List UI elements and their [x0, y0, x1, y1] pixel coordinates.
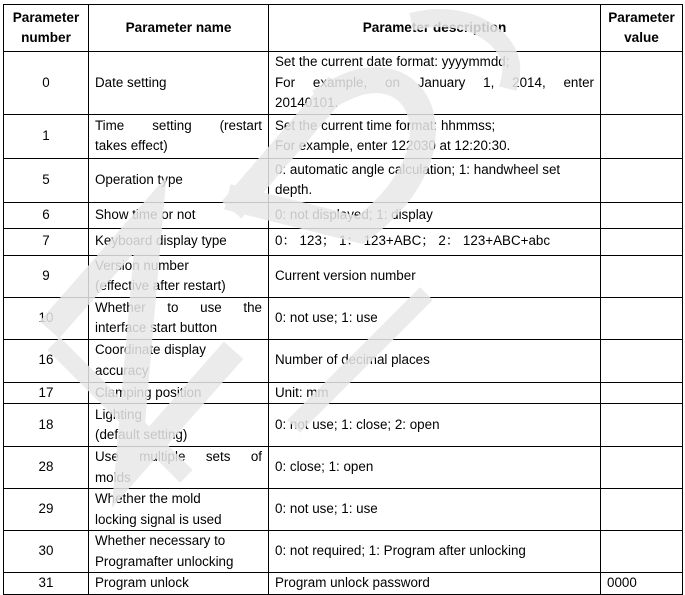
header-parameter-name: Parameter name [89, 5, 269, 52]
name-line: Use multiple sets of [95, 449, 262, 464]
parameter-value[interactable] [601, 297, 683, 339]
parameter-name [89, 339, 269, 382]
parameter-number: 30 [4, 531, 89, 573]
name-line: Whether the mold [95, 491, 201, 506]
table-row [4, 228, 683, 255]
table-row [4, 297, 683, 339]
table-row [4, 255, 683, 297]
parameter-name: Clamping position [89, 382, 269, 404]
parameter-number: 1 [4, 114, 89, 158]
parameter-number: 31 [4, 573, 89, 595]
parameter-description: 0： 123； 1： 123+ABC； 2： 123+ABC+abc [269, 228, 601, 255]
parameter-value[interactable] [601, 339, 683, 382]
header-row [4, 5, 683, 52]
parameter-description: 0: not use; 1: close; 2: open [269, 404, 601, 447]
table-row [4, 447, 683, 489]
description-line: For example, enter 122030 at 12:20:30. [275, 138, 511, 153]
parameter-name [89, 297, 269, 339]
parameter-value[interactable] [601, 531, 683, 573]
name-line: interface start button [95, 320, 218, 335]
parameter-description [269, 114, 601, 158]
parameter-value[interactable] [601, 228, 683, 255]
parameter-name [89, 531, 269, 573]
parameter-name: Program unlock [89, 573, 269, 595]
description-line: Set the current date format: yyyymmdd; [275, 54, 510, 69]
parameter-name: Operation type [89, 158, 269, 202]
parameter-number: 0 [4, 52, 89, 115]
parameter-number: 18 [4, 404, 89, 447]
description-line: 0: automatic angle calculation; 1: handwheel set [275, 161, 561, 177]
parameter-description [269, 52, 601, 115]
parameter-number: 28 [4, 447, 89, 489]
parameter-name [89, 404, 269, 447]
parameter-number: 5 [4, 158, 89, 202]
parameter-value[interactable] [601, 158, 683, 202]
parameter-value[interactable] [601, 202, 683, 228]
parameter-description: Unit: mm [269, 382, 601, 404]
table-row [4, 202, 683, 228]
parameter-value[interactable] [601, 255, 683, 297]
parameter-description: 0: not required; 1: Program after unlocking [269, 531, 601, 573]
parameter-number: 9 [4, 255, 89, 297]
header-value-line2: value [624, 30, 659, 45]
header-number-line2: number [21, 30, 71, 45]
name-line: Lighting [95, 406, 142, 422]
parameter-value[interactable] [601, 52, 683, 115]
parameter-description: Current version number [269, 255, 601, 297]
parameter-description: Program unlock password [269, 573, 601, 595]
table-row [4, 489, 683, 531]
parameter-description: 0: close; 1: open [269, 447, 601, 489]
parameter-name [89, 489, 269, 531]
name-line: takes effect) [95, 138, 168, 153]
parameter-description: 0: not use; 1: use [269, 297, 601, 339]
name-line: accuracy [95, 362, 149, 378]
table-row [4, 158, 683, 202]
header-parameter-value [601, 5, 683, 52]
parameter-number: 16 [4, 339, 89, 382]
parameter-value[interactable] [601, 382, 683, 404]
parameter-number: 6 [4, 202, 89, 228]
parameter-value[interactable] [601, 404, 683, 447]
description-line: 20140101. [275, 95, 339, 110]
header-value-line1: Parameter [608, 10, 675, 25]
parameter-name: Date setting [89, 52, 269, 115]
parameter-table [3, 4, 683, 595]
parameter-name: Keyboard display type [89, 228, 269, 255]
parameter-description: 0: not use; 1: use [269, 489, 601, 531]
table-row [4, 382, 683, 404]
name-line: (effective after restart) [95, 278, 226, 293]
description-line: Set the current time format: hhmmss; [275, 117, 496, 133]
parameter-number: 7 [4, 228, 89, 255]
parameter-number: 29 [4, 489, 89, 531]
name-line: Version number [95, 257, 189, 273]
header-parameter-number [4, 5, 89, 52]
name-line: Whether to use the [95, 299, 262, 315]
header-number-line1: Parameter [12, 10, 80, 25]
header-parameter-description: Parameter description [269, 5, 601, 52]
table-row [4, 339, 683, 382]
parameter-name [89, 114, 269, 158]
name-line: (default setting) [95, 427, 188, 442]
parameter-description [269, 158, 601, 202]
parameter-value[interactable]: 0000 [601, 573, 683, 595]
parameter-value[interactable] [601, 114, 683, 158]
parameter-name [89, 255, 269, 297]
parameter-number: 10 [4, 297, 89, 339]
parameter-value[interactable] [601, 489, 683, 531]
description-line: For example, on January 1, 2014, enter [275, 74, 594, 90]
parameter-description: 0: not displayed; 1: display [269, 202, 601, 228]
parameter-value[interactable] [601, 447, 683, 489]
name-line: molds [95, 469, 131, 485]
parameter-name: Show time or not [89, 202, 269, 228]
table-row [4, 531, 683, 573]
description-line: depth. [275, 182, 313, 197]
name-line: Time setting (restart [95, 117, 262, 133]
table-row [4, 114, 683, 158]
parameter-description: Number of decimal places [269, 339, 601, 382]
table-row [4, 52, 683, 115]
table-row [4, 404, 683, 447]
name-line: Coordinate display [95, 342, 206, 357]
name-line: locking signal is used [95, 511, 222, 527]
parameter-number: 17 [4, 382, 89, 404]
name-line: Programafter unlocking [95, 553, 234, 569]
parameter-name [89, 447, 269, 489]
table-row [4, 573, 683, 595]
name-line: Whether necessary to [95, 533, 226, 548]
